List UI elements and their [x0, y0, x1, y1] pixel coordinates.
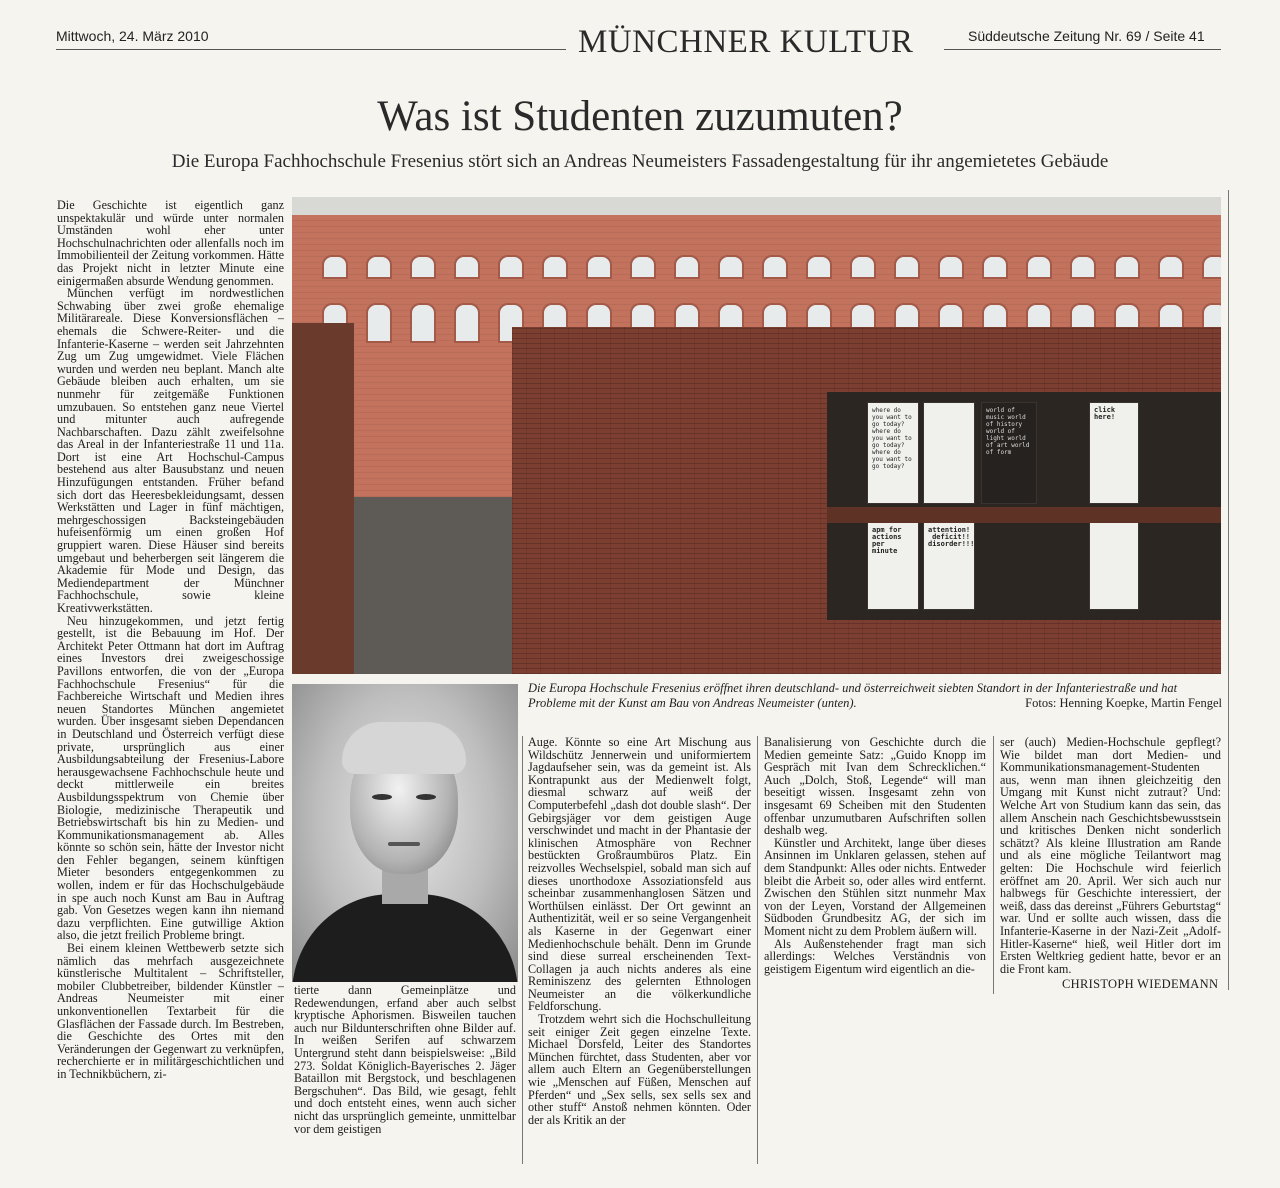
author-signature: CHRISTOPH WIEDEMANN [1062, 977, 1219, 991]
column-rule [1228, 190, 1229, 990]
headline: Was ist Studenten zuzumuten? [377, 93, 903, 140]
photo-facade-band [827, 507, 1221, 523]
section-title: MÜNCHNER KULTUR [578, 24, 914, 60]
article-column-5 [1000, 736, 1221, 976]
paragraph: ser (auch) Medien-Hochschule gepflegt? Wie bildet man dort Medien- und Kommunikationsmanagement-Studenten aus, wenn man ihnen gleichzeitig den Umgang mit Kunst nicht zutraut? Und: Welche Art von Studium kann das sein, das allem Anschein nach Geschichtsbewusstsein und kritisches Denken nicht sonderlich schätzt? Als kleine Illustration am Rande und als eine mögliche Teilantwort mag gelten: Die Hochschule wird feierlich eröffnet am 20. April. Wer sich auch nur halbwegs für Geschichte interessiert, der weiß, dass das dereinst „Führers Geburtstag“ war. Und er sollte auch wissen, dass die Infanterie-Kaserne in der Nazi-Zeit „Adolf-Hitler-Kaserne“ hieß, weil Hitler dort im Ersten Weltkrieg gedient hatte, bevor er an die Front kam. [1000, 736, 1221, 976]
facade-text-panel [1089, 402, 1139, 504]
article-column-2 [294, 984, 516, 1162]
masthead-date: Mittwoch, 24. März 2010 [56, 28, 209, 44]
masthead-rule-left [56, 49, 566, 50]
paragraph: tierte dann Gemeinplätze und Redewendungen, erfand aber auch selbst kryptische Aphorismen. Bisweilen tauchen auch nur Bildunterschriften ohne Bilder auf. In weißen Serifen auf schwarzem Untergrund steht dann beispielsweise: „Bild 273. Soldat Königlich-Bayerisches 2. Jäger Bataillon mit Bergstock, und beschlagenen Bergschuhen“. Das Bild, wie gesagt, fehlt und doch entsteht eines, wenn auch sicher nicht das ursprünglich gemeinte, unmittelbar vor dem geistigen [294, 984, 516, 1136]
paragraph: Als Außenstehender fragt man sich allerdings: Welches Verständnis von geistigem Eigentum wird eigentlich an die- [764, 936, 986, 976]
photo-left-pavilion [292, 323, 354, 674]
paragraph: Neu hinzugekommen, und jetzt fertig gestellt, ist die Bebauung im Hof. Der Architekt Peter Ottmann hat dort im Auftrag eines Investors drei zweigeschossige Pavillons entworfen, die von der „Europa Fachhochschule Fresenius“ für die Fachbereiche Wirtschaft und Medien ihres neuen Standortes München angemietet wurden. Über insgesamt sieben Dependancen in Deutschland und Österreich verfügt diese private, ursprünglich aus einer Ausbildungsabteilung der Fresenius-Labore herausgewachsene Fachhochschule heute und deckt mittlerweile ein breites Ausbildungsspektrum von Chemie über Biologie, medizinische Therapeutik und Betriebswirtschaft bis hin zu Medien- und Kommunikationsmanagement ab. Alles könnte so schön sein, hätte der Investor nicht den Fehler begangen, seinem künftigen Mieter besonders entgegenkommen zu wollen, indem er für das Hochschulgebäude in spe auch noch Kunst am Bau in Auftrag gab. Von Gesetzes wegen kann ihn niemand dazu verpflichten. Eine gutwillige Aktion also, die jetzt freilich Probleme bringt. [57, 613, 284, 943]
paragraph: Banalisierung von Geschichte durch die Medien gemeinte Satz: „Guido Knopp im Gespräch mit Ivan dem Schrecklichen.“ Auch „Dolch, Stoß, Legende“ will man beseitigt wissen. Insgesamt zehn von insgesamt 69 Scheiben mit den Studenten offenbar unzumutbaren Aufschriften sollen deshalb weg. [764, 736, 986, 838]
portrait-hair [342, 722, 466, 774]
portrait-shoulders [292, 894, 518, 982]
paragraph: Bei einem kleinen Wettbewerb setzte sich nämlich das mehrfach ausgezeichnete künstlerische Multitalent – Schriftsteller, mobiler Clubbetreiber, bildender Künstler – Andreas Neumeister mit einer unkonventionellen Textarbeit für die Glasflächen der Fassade durch. Im Bestreben, die Geschichte des Ortes mit den Veränderungen der Gegenwart zu verknüpfen, recherchierte er in militärgeschichtlichen und in Technikbüchern, zi- [57, 941, 284, 1081]
portrait-eye [416, 794, 436, 800]
facade-text-panel [923, 402, 975, 504]
facade-text-panel [923, 522, 975, 610]
facade-text-panel: where do you want to go today? where do you want to go today? where do you want to go today? [867, 402, 919, 504]
photo-glass-facade [827, 392, 1221, 620]
portrait-mouth [388, 842, 420, 846]
portrait-eye [372, 794, 392, 800]
caption-text: Die Europa Hochschule Fresenius eröffnet ihren deutschland- und österreichweit siebten Standort in der Infanteriestraße und hat Probleme mit der Kunst am Bau von Andreas Neumeister (unten). [528, 681, 1178, 710]
paragraph: Künstler und Architekt, lange über dieses Ansinnen im Unklaren gelassen, stehen auf dem Standpunkt: Alles oder nichts. Entweder bleibt die Arbeit so, oder alles wird entfernt. Zwischen den Stühlen sitzt nunmehr Max von der Leyen, Vorstand der Allgemeinen Südboden Grundbesitz AG, der sich im Moment nicht zu dem Problem äußern will. [764, 835, 986, 938]
photo-credit: Fotos: Henning Koepke, Martin Fengel [1025, 696, 1222, 710]
article-column-3 [528, 736, 751, 1163]
photo-caption [528, 681, 1222, 711]
subhead: Die Europa Fachhochschule Fresenius stört sich an Andreas Neumeisters Fassadengestaltung für ihr angemietetes Gebäude [171, 151, 1109, 172]
masthead-issue: Süddeutsche Zeitung Nr. 69 / Seite 41 [968, 28, 1205, 44]
facade-text-panel [1089, 522, 1139, 610]
article-column-1 [57, 199, 284, 1164]
masthead-rule-right [944, 49, 1221, 50]
facade-text-panel: world of music world of history world of light world of art world of form [981, 402, 1037, 504]
paragraph: Auge. Könnte so eine Art Mischung aus Wildschütz Jennerwein und uniformiertem Jagdaufseher sein, was da gemeint ist. Als Kontrapunkt aus der Medienwelt folgt, diesmal schwarz auf weiß der Computerbefehl „dash dot double slash“. Der Gebirgsjäger vor dem geistigen Auge verschwindet und macht in der Phantasie der klinischen Atmosphäre von Rechner bestückten Großraumbüros Platz. Ein reizvolles Wechselspiel, sobald man sich auf dieses unorthodoxe Assoziationsfeld aus scheinbar zusammenhanglosen Sätzen und Worthülsen einlässt. Der Ort gewinnt an Authentizität, weil er so seine Vergangenheit als Kaserne in der Gegenwart einer Medienhochschule behält. Denn im Grunde sind diese surreal erscheinenden Text-Collagen ja auch nichts anderes als eine Reminiszenz des gelernten Ethnologen Neumeister an die völkerkundliche Feldforschung. [528, 736, 751, 1014]
paragraph: Die Geschichte ist eigentlich ganz unspektakulär und würde unter normalen Umständen wohl eher unter Hochschulnachrichten oder allenfalls noch im Immobilienteil der Zeitung vorkommen. Hätte das Projekt nicht in letzter Minute eine einigermaßen absurde Wendung genommen. [57, 199, 284, 288]
portrait-photo [292, 684, 518, 982]
article-column-4 [764, 736, 986, 994]
window-row [322, 255, 1221, 279]
column-rule [993, 736, 994, 994]
column-rule [757, 736, 758, 1164]
main-photo [292, 197, 1221, 674]
photo-courtyard [354, 497, 514, 674]
facade-text: click here! [1094, 406, 1116, 421]
column-rule [522, 736, 523, 1164]
facade-text: attention! deficit!! disorder!!! [928, 526, 975, 548]
paragraph: München verfügt im nordwestlichen Schwabing über zwei große ehemalige Militärareale. Diese Konversionsflächen – ehemals die Schwere-Reiter- und die Infanterie-Kaserne – werden seit Jahrzehnten Zug um Zug umgewidmet. Viele Flächen wurden und werden neu beplant. Manch alte Gebäude bleiben auch erhalten, um sie nunmehr für zeitgemäße Funktionen umzubauen. So entstehen ganz neue Viertel und mitunter auch aufregende Nachbarschaften. Dazu zählt zweifelsohne das Areal in der Infanteriestraße 11 und 11a. Dort ist eine Art Hochschul-Campus bestehend aus alter Bausubstanz und neuen Hinzufügungen entstanden. Früher befand sich dort das Heeresbekleidungsamt, dessen Werkstätten und Lager in fünf mächtigen, mehrgeschossigen Backsteingebäuden hufeisenförmig um einen großen Hof gruppiert waren. Diese Häuser sind bereits umgebaut und beherbergen seit längerem die Akademie für Mode und Design, das Mediendepartment der Münchner Fachhochschule, sowie kleine Kreativwerkstätten. [57, 286, 284, 615]
paragraph: Trotzdem wehrt sich die Hochschulleitung seit einiger Zeit gegen einzelne Texte. Michael Dorsfeld, Leiter des Standortes München fürchtet, dass Studenten, aber vor allem auch Eltern an Gegenüberstellungen wie „Menschen auf Füßen, Menschen auf Pferden“ und „Sex sells, sex sells sex and other stuff“ Anstoß nehmen könnten. Oder der als Kritik an der [528, 1012, 751, 1127]
facade-text-panel [867, 522, 919, 610]
facade-text: apm for actions per minute [872, 526, 902, 555]
